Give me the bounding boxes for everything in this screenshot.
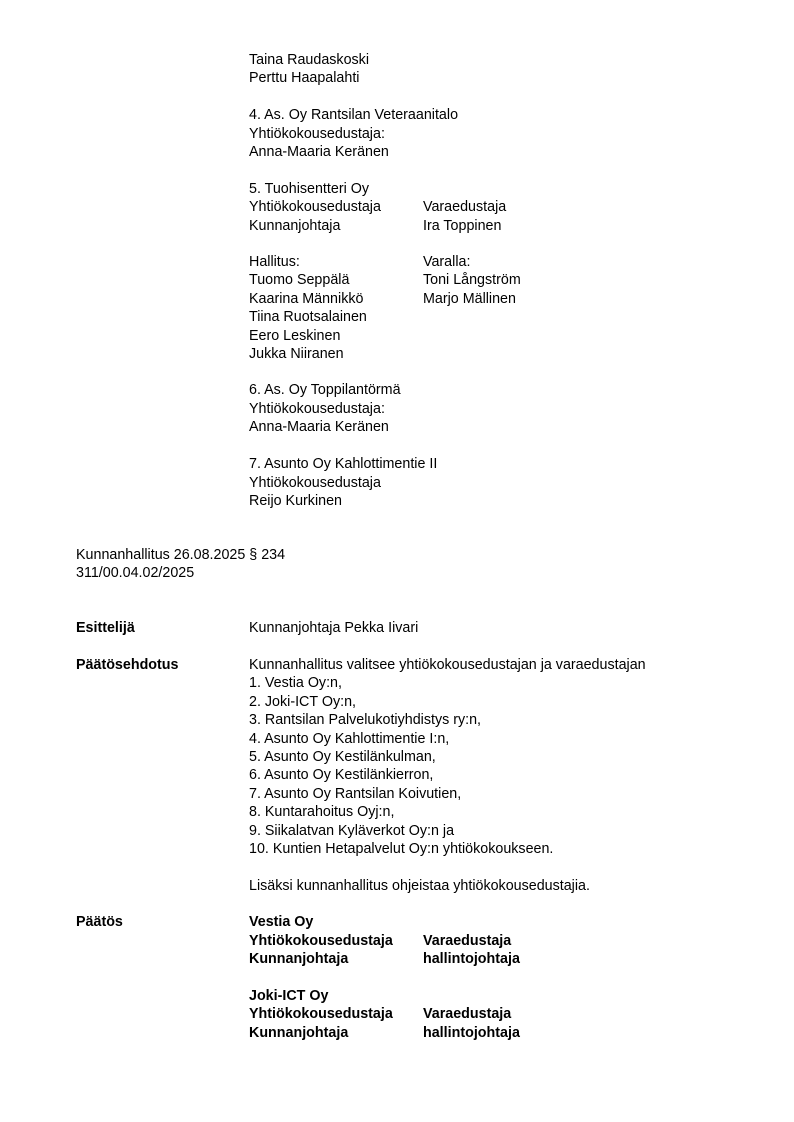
rep-name: Kunnanjohtaja xyxy=(249,218,341,234)
alternates-label: Varalla: xyxy=(423,254,471,270)
meeting-reference: Kunnanhallitus 26.08.2025 § 234 xyxy=(76,547,286,563)
rep-name: Reijo Kurkinen xyxy=(249,493,342,509)
decision-label: Päätös xyxy=(76,914,123,930)
proposal-footer: Lisäksi kunnanhallitus ohjeistaa yhtiökokousedustajia. xyxy=(249,878,590,894)
board-member: Jukka Niiranen xyxy=(249,346,344,362)
presenter-label: Esittelijä xyxy=(76,620,135,636)
proposal-label: Päätösehdotus xyxy=(76,657,179,673)
rep-name: Anna-Maaria Keränen xyxy=(249,419,389,435)
proposal-item: 1. Vestia Oy:n, xyxy=(249,675,342,691)
proposal-item: 8. Kuntarahoitus Oyj:n, xyxy=(249,804,395,820)
proposal-item: 9. Siikalatvan Kyläverkot Oy:n ja xyxy=(249,823,455,839)
rep-label: Yhtiökokousedustaja xyxy=(249,475,381,491)
decision-rep-label: Yhtiökokousedustaja xyxy=(249,933,393,949)
decision-deputy-label: Varaedustaja xyxy=(423,1006,512,1022)
member-name: Taina Raudaskoski xyxy=(249,52,370,68)
company-title: 7. Asunto Oy Kahlottimentie II xyxy=(249,456,438,472)
proposal-item: 6. Asunto Oy Kestilänkierron, xyxy=(249,767,434,783)
deputy-label: Varaedustaja xyxy=(423,199,507,215)
decision-company: Joki-ICT Oy xyxy=(249,988,329,1004)
decision-rep: Kunnanjohtaja xyxy=(249,951,349,967)
alternate-member: Marjo Mällinen xyxy=(423,291,516,307)
decision-deputy: hallintojohtaja xyxy=(423,951,520,967)
board-member: Tiina Ruotsalainen xyxy=(249,309,367,325)
record-number: 311/00.04.02/2025 xyxy=(76,565,195,581)
decision-deputy-label: Varaedustaja xyxy=(423,933,512,949)
decision-deputy: hallintojohtaja xyxy=(423,1025,520,1041)
member-name: Perttu Haapalahti xyxy=(249,70,360,86)
rep-label: Yhtiökokousedustaja: xyxy=(249,126,385,142)
rep-label: Yhtiökokousedustaja xyxy=(249,199,381,215)
rep-name: Anna-Maaria Keränen xyxy=(249,144,389,160)
proposal-item: 7. Asunto Oy Rantsilan Koivutien, xyxy=(249,786,462,802)
proposal-item: 5. Asunto Oy Kestilänkulman, xyxy=(249,749,436,765)
board-member: Kaarina Männikkö xyxy=(249,291,364,307)
rep-label: Yhtiökokousedustaja: xyxy=(249,401,385,417)
alternate-member: Toni Långström xyxy=(423,272,521,288)
proposal-item: 2. Joki-ICT Oy:n, xyxy=(249,694,356,710)
company-title: 4. As. Oy Rantsilan Veteraanitalo xyxy=(249,107,459,123)
proposal-item: 3. Rantsilan Palvelukotiyhdistys ry:n, xyxy=(249,712,482,728)
company-title: 6. As. Oy Toppilantörmä xyxy=(249,382,401,398)
decision-company: Vestia Oy xyxy=(249,914,314,930)
decision-rep-label: Yhtiökokousedustaja xyxy=(249,1006,393,1022)
company-title: 5. Tuohisentteri Oy xyxy=(249,181,369,197)
board-member: Eero Leskinen xyxy=(249,328,341,344)
proposal-intro: Kunnanhallitus valitsee yhtiökokousedustajan ja varaedustajan xyxy=(249,657,646,673)
deputy-name: Ira Toppinen xyxy=(423,218,502,234)
board-member: Tuomo Seppälä xyxy=(249,272,350,288)
proposal-item: 10. Kuntien Hetapalvelut Oy:n yhtiökokoukseen. xyxy=(249,841,554,857)
board-label: Hallitus: xyxy=(249,254,300,270)
proposal-item: 4. Asunto Oy Kahlottimentie I:n, xyxy=(249,731,450,747)
decision-rep: Kunnanjohtaja xyxy=(249,1025,349,1041)
presenter-value: Kunnanjohtaja Pekka Iivari xyxy=(249,620,419,636)
